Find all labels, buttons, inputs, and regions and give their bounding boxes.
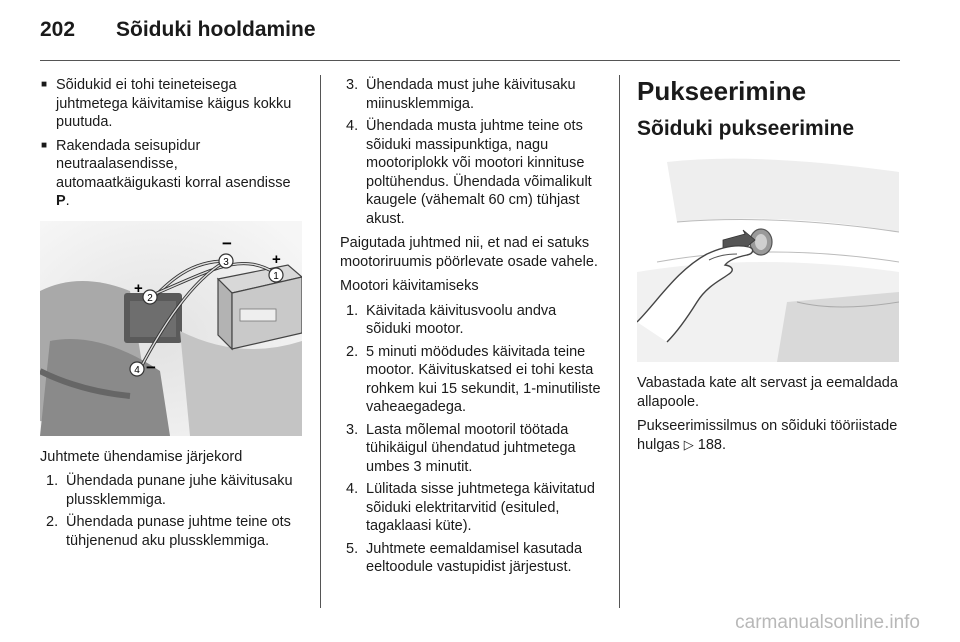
marker-1 xyxy=(269,268,283,282)
list-item: 5. Juhtmete eemaldamisel kasutada eeltoodule vastupidist järjestust. xyxy=(346,540,583,575)
column-2 xyxy=(340,76,605,583)
column-3 xyxy=(637,76,902,460)
list-item: 3. Lasta mõlemal mootoril töötada tühikäigul ühendatud juhtmetega umbes 3 minutit. xyxy=(346,421,576,475)
column-1 xyxy=(40,76,305,556)
minus-sign: − xyxy=(222,233,232,253)
list-item: 2. Ühendada punase juhtme teine ots tühjenenud aku plussklemmiga. xyxy=(46,514,291,549)
list-item: 3. Ühendada must juhe käivitusaku miinusklemmiga. xyxy=(346,77,576,112)
towing-eye-cover-illustration xyxy=(637,152,899,362)
subsection-heading: Sõiduki pukseerimine xyxy=(637,117,855,140)
gear-position-p: P xyxy=(56,193,66,209)
marker-3 xyxy=(219,254,233,268)
starting-steps xyxy=(340,302,605,577)
page-number: 202 xyxy=(40,18,76,41)
plus-sign: + xyxy=(134,279,143,297)
header-rule xyxy=(40,60,900,61)
connection-steps xyxy=(40,472,305,550)
plus-sign: + xyxy=(272,250,281,268)
figure-caption: Juhtmete ühendamise järjekord xyxy=(40,448,243,465)
subheading: Mootori käivitamiseks xyxy=(340,278,479,294)
marker-4 xyxy=(130,362,144,376)
paragraph: Paigutada juhtmed nii, et nad ei satuks mootoriruumis pöörlevate osade vahele. xyxy=(340,235,598,270)
list-item: 4. Lülitada sisse juhtmetega käivitatud sõiduki elektritarvitid (esituled, tagaklaasi küte). xyxy=(346,481,595,534)
bullet-list xyxy=(40,76,305,211)
column-divider-1 xyxy=(320,75,321,608)
list-item: 2. 5 minuti möödudes käivitada teine mootor. Käivituskatsed ei tohi kesta rohkem kui 15 sekundit, 1-minutiliste vaheaegadega. xyxy=(346,343,601,415)
svg-text:4: 4 xyxy=(134,364,140,376)
paragraph-reference: Pukseerimissilmus on sõiduki tööriistade hulgas ▷ 188. xyxy=(637,418,898,453)
minus-sign: − xyxy=(146,357,156,377)
svg-text:3: 3 xyxy=(223,256,229,268)
bullet-item: ■ Sõidukid ei tohi teineteisega juhtmetega käivitamise käigus kokku puutuda. xyxy=(40,76,305,132)
page-title: Sõiduki hooldamine xyxy=(116,18,316,41)
svg-text:2: 2 xyxy=(147,292,153,304)
list-item: 1. Ühendada punane juhe käivitusaku plussklemmiga. xyxy=(46,473,293,508)
list-item: 4. Ühendada musta juhtme teine ots sõiduki massipunktiga, nagu mootoriplokk või mootori kinnituse poltühendus. Ühendada võimalikult kaugele (vähemalt 60 cm) tühjast akust. xyxy=(346,118,592,227)
marker-2 xyxy=(143,290,157,304)
connection-steps-continued xyxy=(340,76,605,228)
watermark: carmanualsonline.info xyxy=(735,612,920,633)
jump-start-illustration xyxy=(40,221,302,436)
list-item: 1. Käivitada käivitusvoolu andva sõiduki mootor. xyxy=(346,302,557,337)
page-reference-link[interactable]: 188. xyxy=(697,436,727,453)
svg-text:1: 1 xyxy=(273,270,279,282)
bullet-item: ■ Rakendada seisupidur neutraalasendisse, automaatkäigukasti korral asendisse P. xyxy=(40,137,305,211)
arrow-reference-icon: ▷ xyxy=(683,436,694,452)
paragraph: Vabastada kate alt servast ja eemaldada allapoole. xyxy=(637,375,898,410)
column-divider-2 xyxy=(619,75,620,608)
section-heading: Pukseerimine xyxy=(637,76,807,106)
